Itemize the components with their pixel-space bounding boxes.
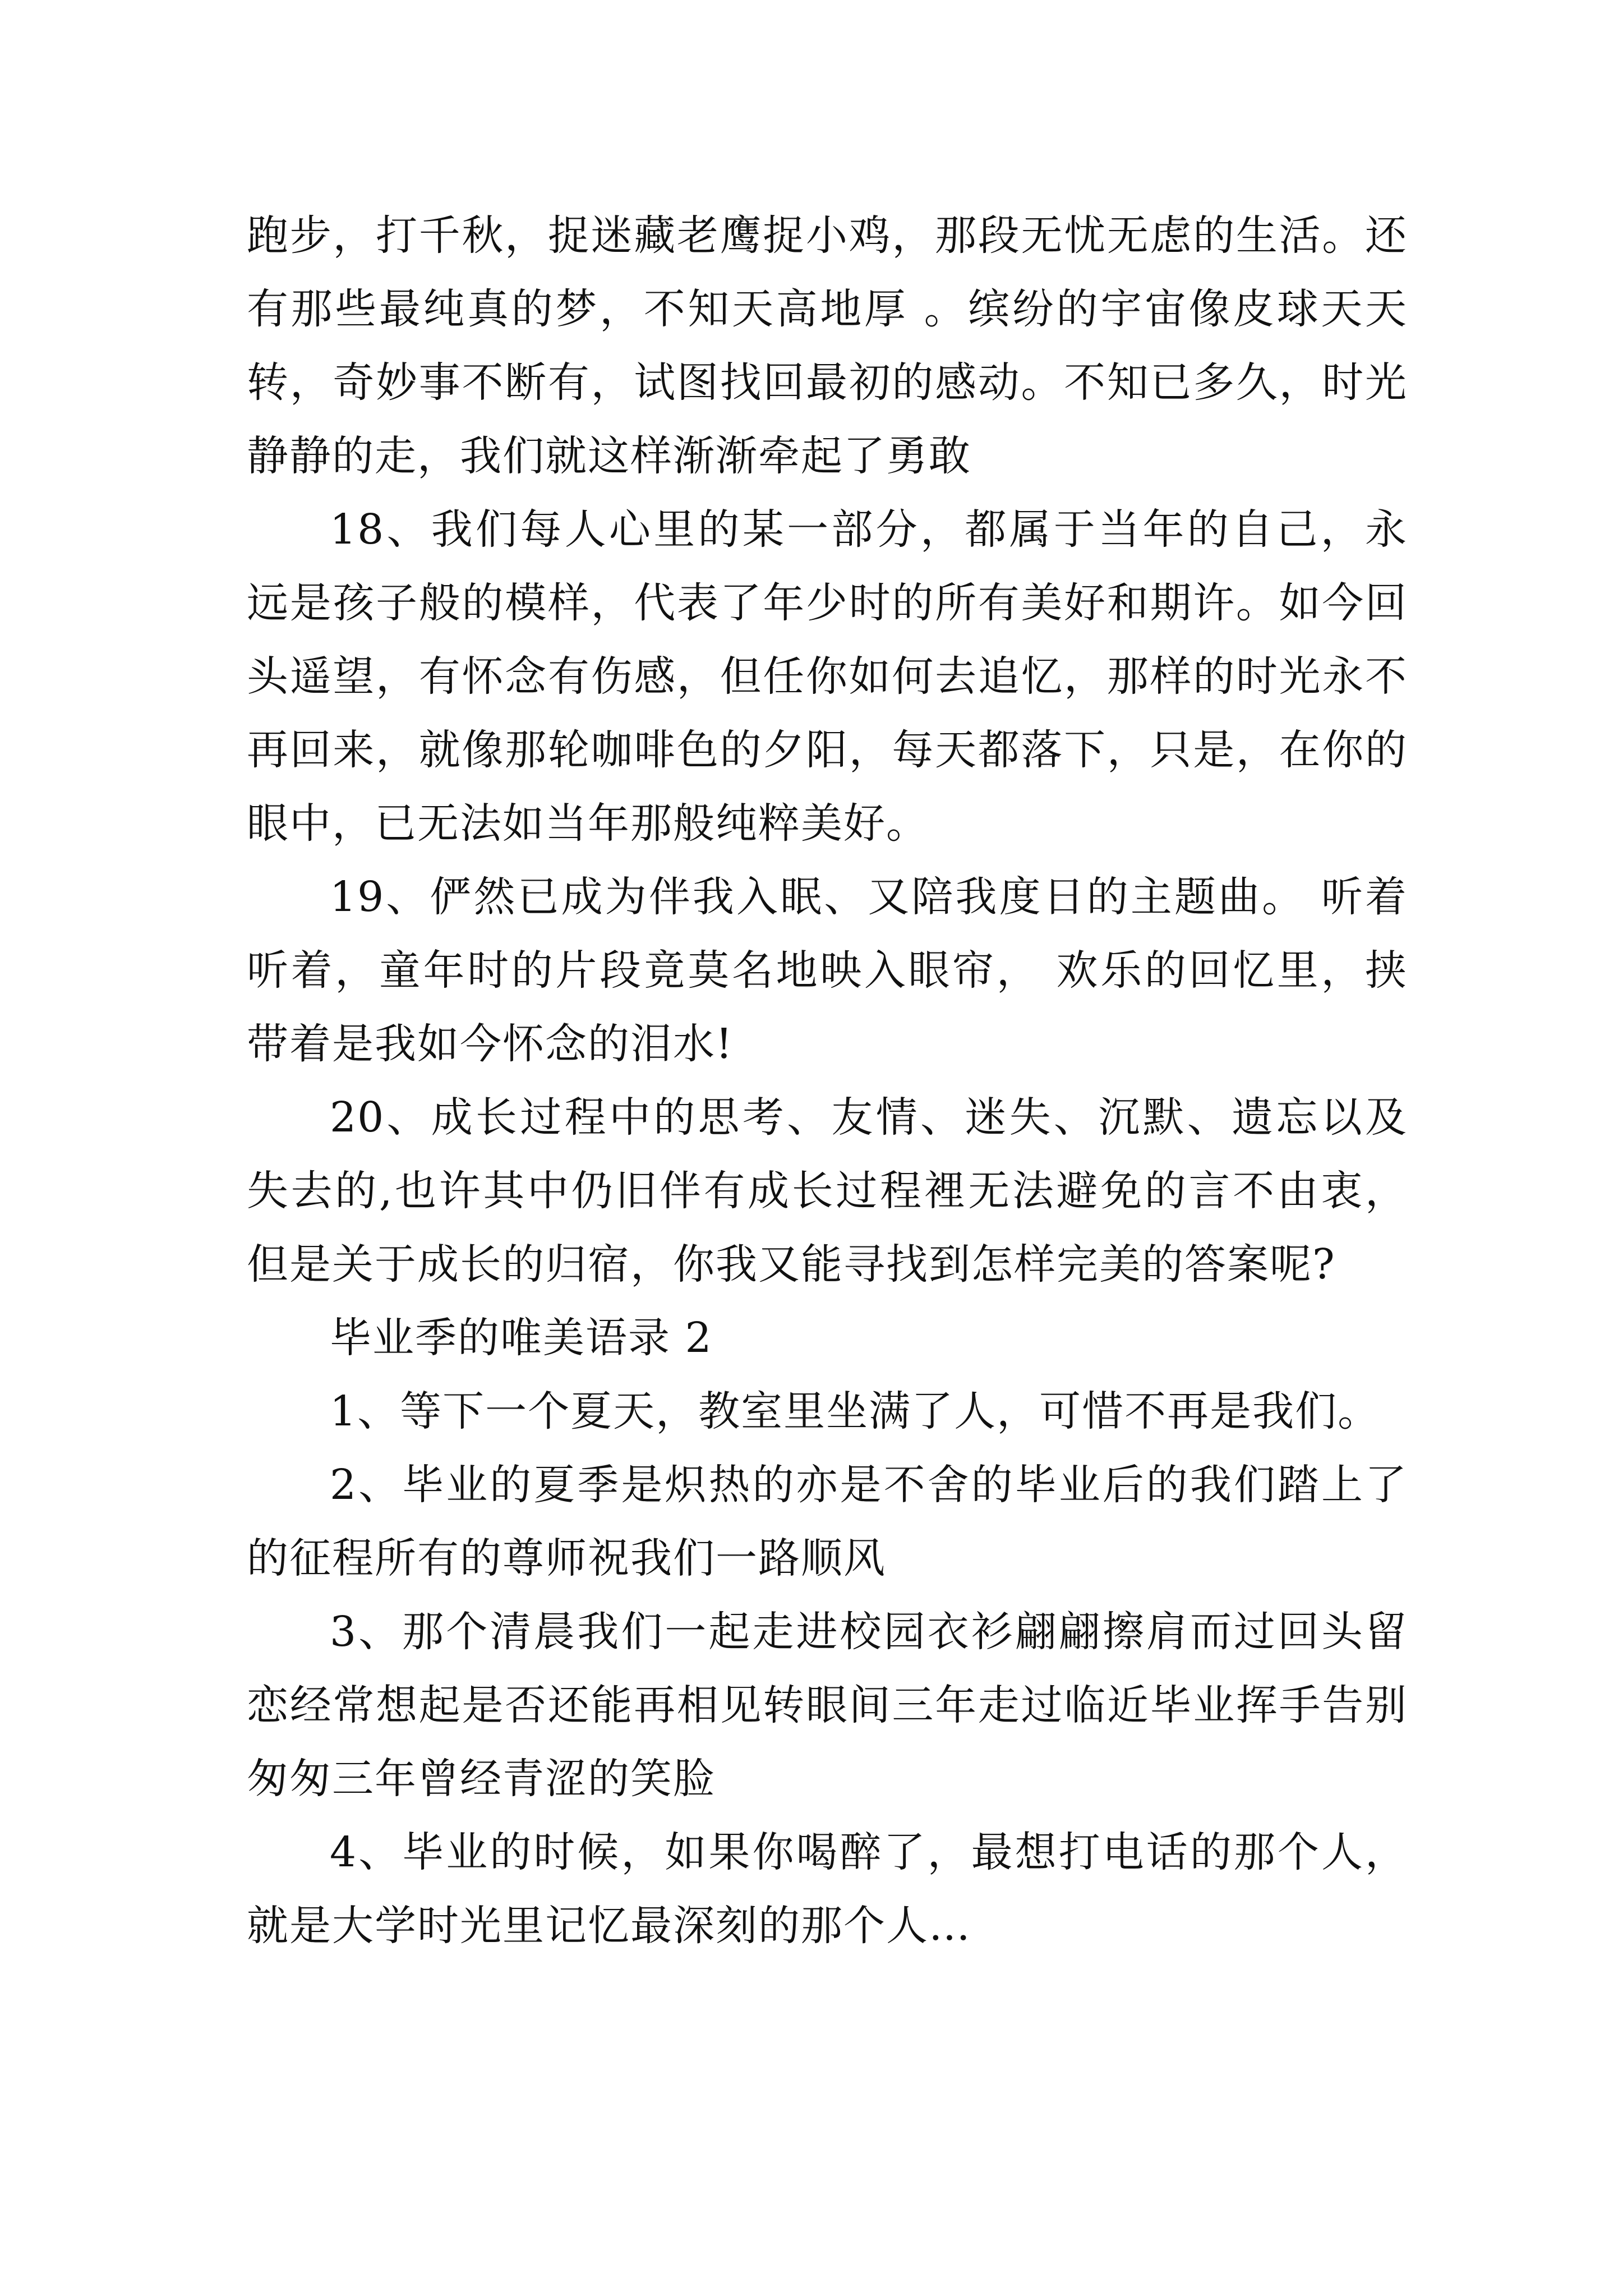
document-body <box>247 199 1408 1963</box>
paragraph-item-3: 3、那个清晨我们一起走进校园衣衫翩翩擦肩而过回头留恋经常想起是否还能再相见转眼间三年走过临近毕业挥手告别匆匆三年曾经青涩的笑脸 <box>247 1608 1408 1803</box>
paragraph-item-19: 19、俨然已成为伴我入眠、又陪我度日的主题曲。 听着听着，童年时的片段竟莫名地映入眼帘， 欢乐的回忆里，挟带着是我如今怀念的泪水! <box>247 873 1408 1068</box>
paragraph-item-1: 1、等下一个夏天，教室里坐满了人，可惜不再是我们。 <box>330 1387 1381 1435</box>
paragraph-item-20: 20、成长过程中的思考、友情、迷失、沉默、遗忘以及失去的,也许其中仍旧伴有成长过程裡无法避免的言不由衷，但是关于成长的归宿，你我又能寻找到怎样完美的答案呢? <box>247 1093 1408 1289</box>
paragraph-childhood-memories: 跑步，打千秋，捉迷藏老鹰捉小鸡，那段无忧无虑的生活。还有那些最纯真的梦，不知天高地厚 。缤纷的宇宙像皮球天天转，奇妙事不断有，试图找回最初的感动。不知已多久，时光静静的走，我们就这样渐渐牵起了勇敢 <box>247 211 1408 480</box>
paragraph-item-18: 18、我们每人心里的某一部分，都属于当年的自己，永远是孩子般的模样，代表了年少时的所有美好和期许。如今回头遥望，有怀念有伤感，但任你如何去追忆，那样的时光永不再回来，就像那轮咖啡色的夕阳，每天都落下，只是，在你的眼中，已无法如当年那般纯粹美好。 <box>247 505 1408 848</box>
paragraph-item-4: 4、毕业的时候，如果你喝醉了，最想打电话的那个人，就是大学时光里记忆最深刻的那个人… <box>247 1828 1408 1950</box>
paragraph-item-2: 2、毕业的夏季是炽热的亦是不舍的毕业后的我们踏上了的征程所有的尊师祝我们一路顺风 <box>247 1461 1408 1582</box>
section-heading: 毕业季的唯美语录 2 <box>330 1314 713 1362</box>
